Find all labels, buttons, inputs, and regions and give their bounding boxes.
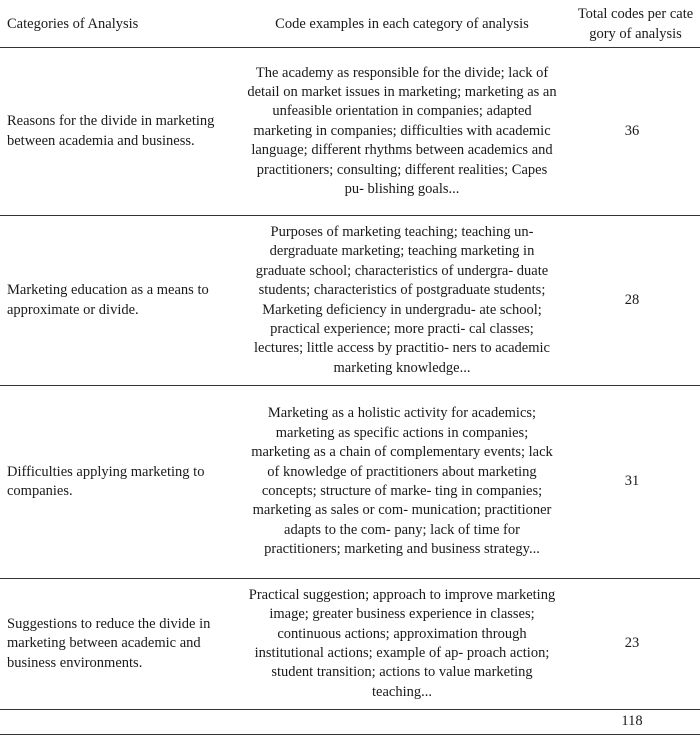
category-cell: Difficulties applying marketing to companies. [0, 386, 242, 579]
table-row [0, 216, 700, 386]
total-cell: 31 [562, 386, 700, 579]
grand-total-spacer [242, 710, 562, 735]
category-cell: Marketing education as a means to approximate or divide. [0, 216, 242, 386]
grand-total-spacer [0, 710, 242, 735]
total-cell: 23 [562, 579, 700, 710]
header-total: Total codes per cate gory of analysis [562, 2, 700, 48]
examples-cell: Practical suggestion; approach to improve marketing image; greater business experience in classes; continuous actions; approximation through institutional actions; example of ap- proach action; student transition; actions to value marketing teaching... [242, 579, 562, 710]
category-cell: Suggestions to reduce the divide in marketing between academic and business environments. [0, 579, 242, 710]
table-row [0, 386, 700, 579]
table-row [0, 48, 700, 216]
header-row [0, 2, 700, 48]
grand-total-value: 118 [562, 710, 700, 735]
examples-cell: The academy as responsible for the divide; lack of detail on market issues in marketing; marketing as an unfeasible orientation in companies; adapted marketing in companies; difficulties with academic language; different rhythms between academics and practitioners; consulting; different realities; Capes pu- blishing goals... [242, 48, 562, 216]
table-row [0, 579, 700, 710]
examples-cell: Purposes of marketing teaching; teaching un- dergraduate marketing; teaching marketing in graduate school; characteristics of undergra- duate students; characteristics of postgraduate students; Marketing deficiency in undergradu- ate school; practical experience; more practi- cal classes; lectures; little access by practitio- ners to academic marketing knowledge... [242, 216, 562, 386]
grand-total-row [0, 710, 700, 735]
examples-cell: Marketing as a holistic activity for academics; marketing as specific actions in companies; marketing as a chain of complementary events; lack of knowledge of practitioners about marketing concepts; structure of marke- ting in companies; marketing as sales or com- munication; practitioner adapts to the com- pany; lack of time for practitioners; marketing and business strategy... [242, 386, 562, 579]
header-examples: Code examples in each category of analysis [242, 2, 562, 48]
total-cell: 36 [562, 48, 700, 216]
category-cell: Reasons for the divide in marketing between academia and business. [0, 48, 242, 216]
total-cell: 28 [562, 216, 700, 386]
analysis-table [0, 2, 700, 735]
header-category: Categories of Analysis [0, 2, 242, 48]
